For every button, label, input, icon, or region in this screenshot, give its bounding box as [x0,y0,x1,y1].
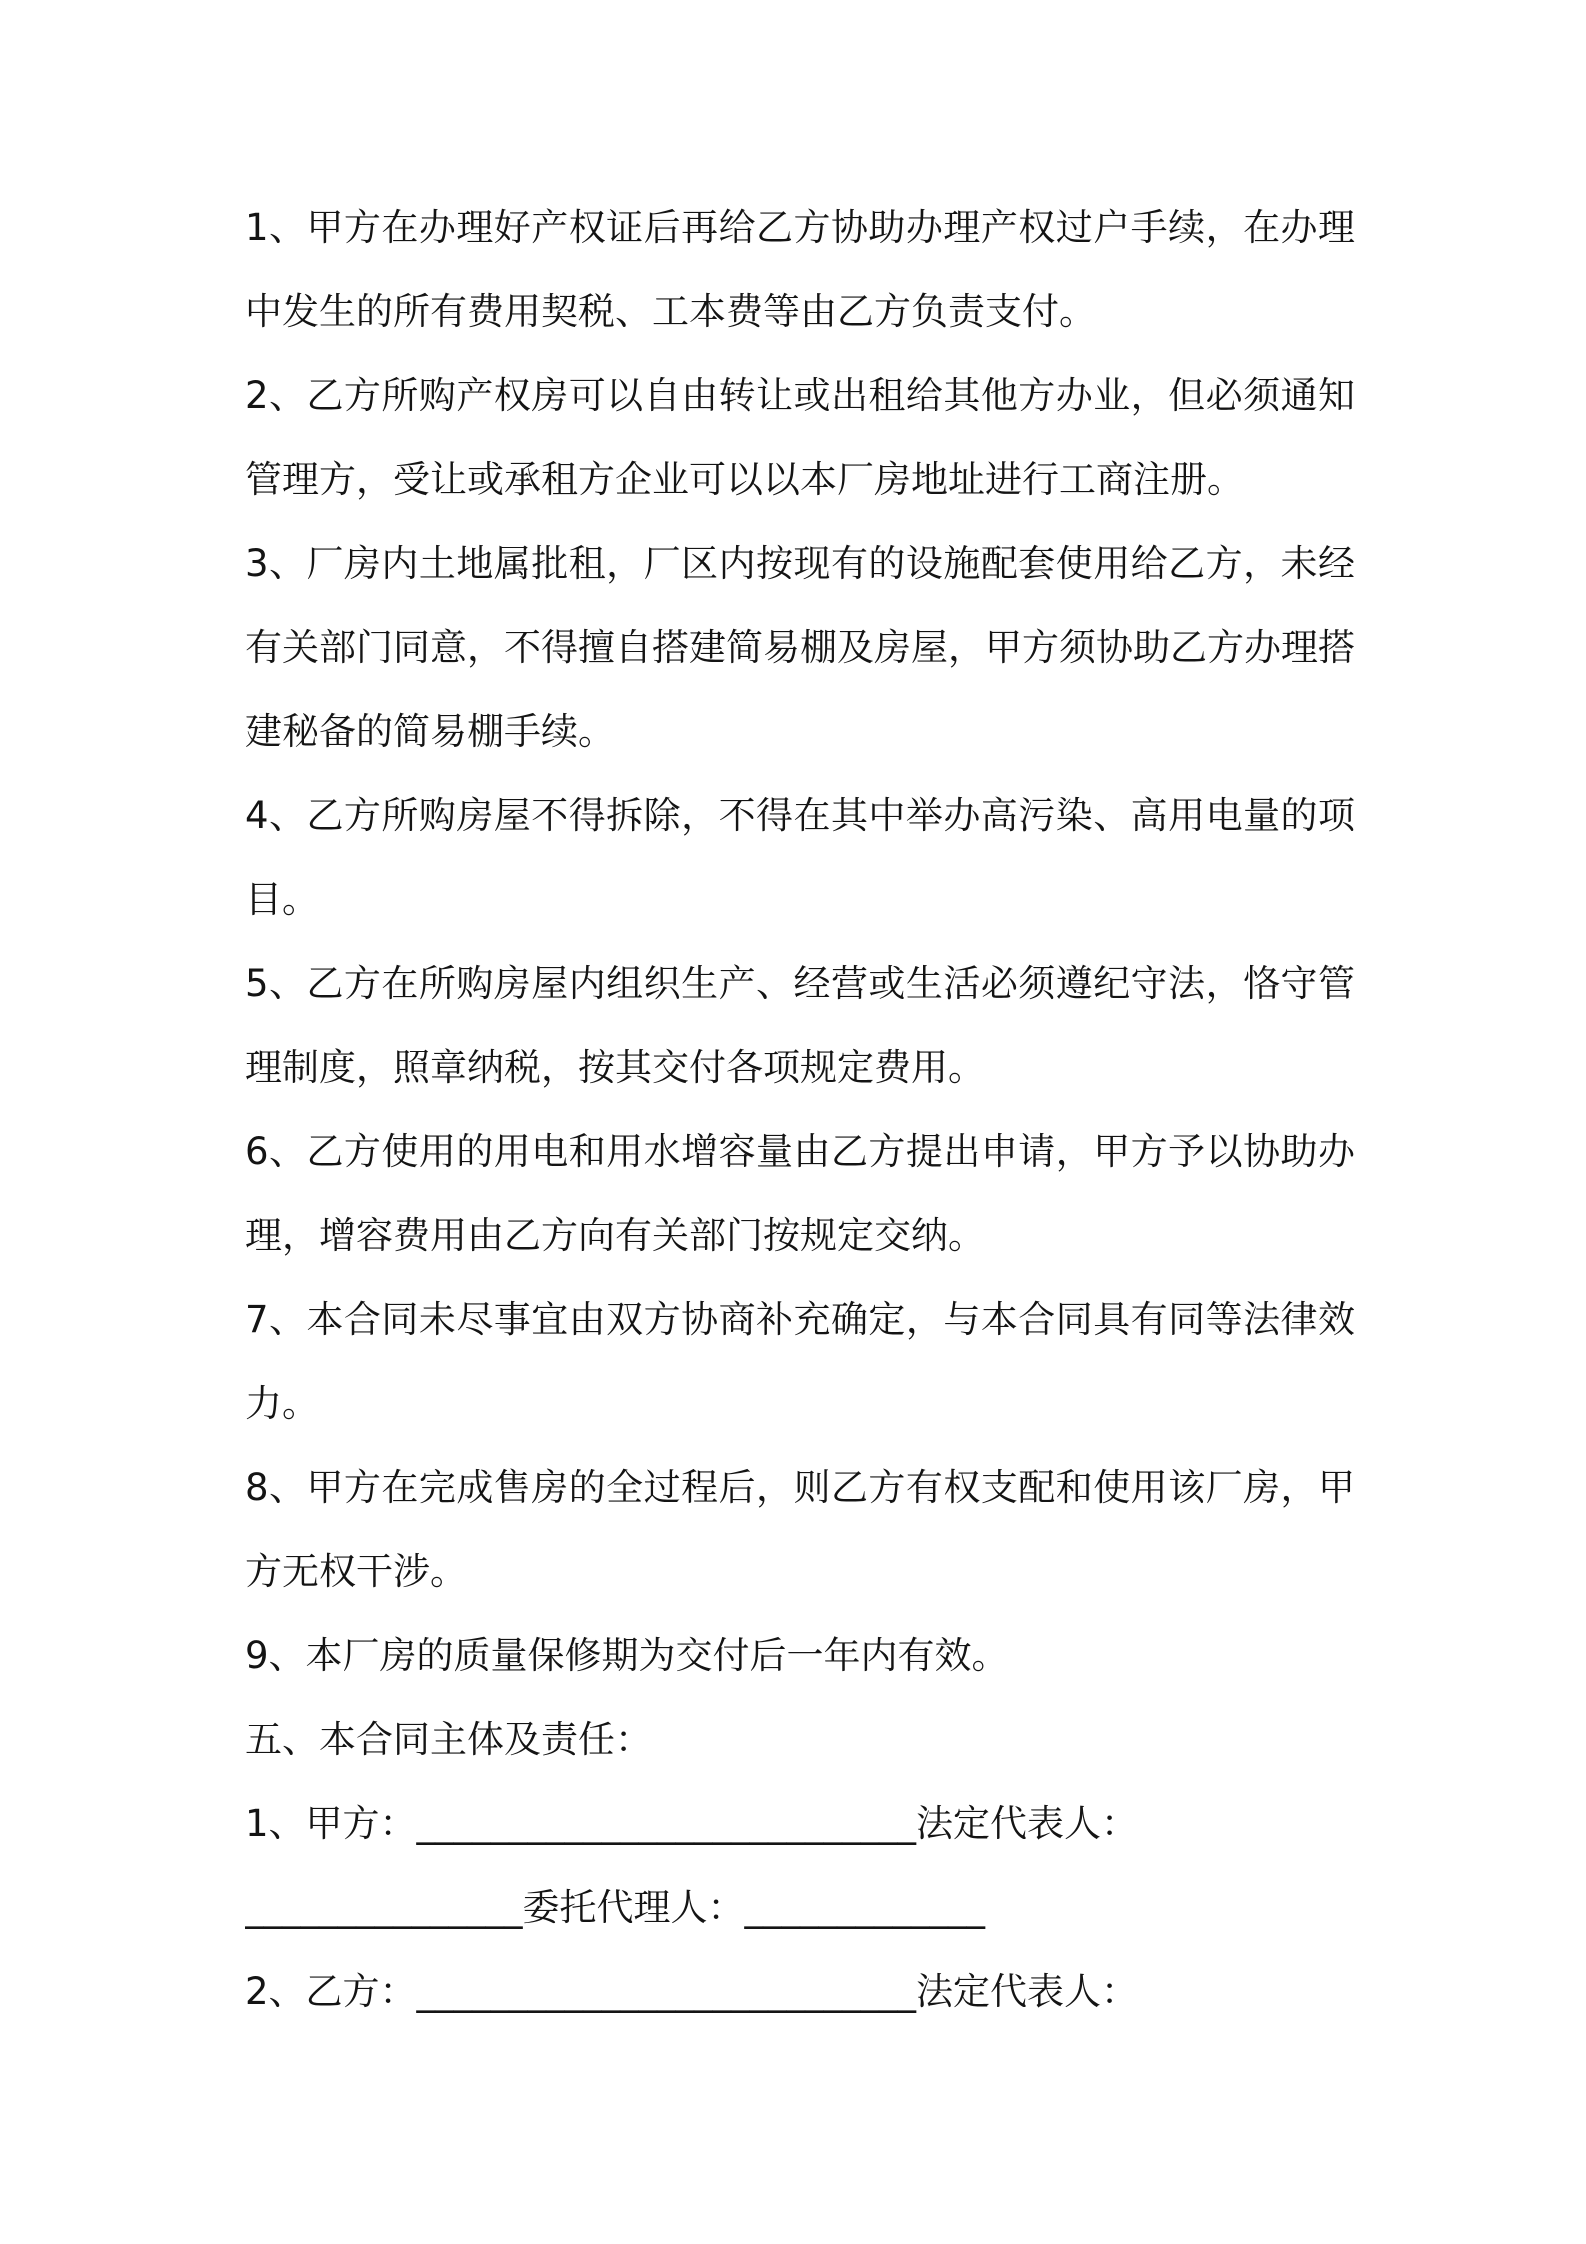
clause-6-line-1: 6、乙方使用的用电和用水增容量由乙方提出申请，甲方予以协助办 [245,1130,1355,1173]
clause-1 [245,186,1355,354]
clause-3-line-2: 有关部门同意，不得擅自搭建简易棚及房屋，甲方须协助乙方办理搭 [245,626,1355,669]
clause-4-line-2: 目。 [245,878,319,921]
clause-9-line-1: 9、本厂房的质量保修期为交付后一年内有效。 [245,1634,1009,1677]
clause-2 [245,354,1355,522]
clause-2-line-1: 2、乙方所购产权房可以自由转让或出租给其他方办业，但必须通知 [245,374,1355,417]
clause-5-line-1: 5、乙方在所购房屋内组织生产、经营或生活必须遵纪守法，恪守管 [245,962,1355,1005]
clause-2-line-2: 管理方，受让或承租方企业可以以本厂房地址进行工商注册。 [245,458,1244,501]
clause-1-line-1: 1、甲方在办理好产权证后再给乙方协助办理产权过户手续，在办理 [245,206,1355,249]
agent-line: _______________委托代理人：_____________ [245,1886,985,1929]
clause-6-line-2: 理，增容费用由乙方向有关部门按规定交纳。 [245,1214,985,1257]
clause-7 [245,1278,1355,1446]
contract-body [245,186,1355,2034]
section-five [245,1698,1355,2034]
clause-3-line-1: 3、厂房内土地属批租，厂区内按现有的设施配套使用给乙方，未经 [245,542,1355,585]
clause-7-line-1: 7、本合同未尽事宜由双方协商补充确定，与本合同具有同等法律效 [245,1298,1355,1341]
clause-4-line-1: 4、乙方所购房屋不得拆除，不得在其中举办高污染、高用电量的项 [245,794,1355,837]
section-five-heading: 五、本合同主体及责任： [245,1718,652,1761]
party-a-line: 1、甲方：___________________________法定代表人： [245,1802,1139,1845]
party-b-line: 2、乙方：___________________________法定代表人： [245,1970,1139,2013]
clause-6 [245,1110,1355,1278]
clause-5 [245,942,1355,1110]
clause-7-line-2: 力。 [245,1382,319,1425]
clause-5-line-2: 理制度，照章纳税，按其交付各项规定费用。 [245,1046,985,1089]
clause-8-line-1: 8、甲方在完成售房的全过程后，则乙方有权支配和使用该厂房，甲 [245,1466,1355,1509]
clause-9 [245,1614,1355,1698]
clause-8-line-2: 方无权干涉。 [245,1550,467,1593]
clause-4 [245,774,1355,942]
clause-8 [245,1446,1355,1614]
clause-3 [245,522,1355,774]
clause-3-line-3: 建秘备的简易棚手续。 [245,710,615,753]
clause-1-line-2: 中发生的所有费用契税、工本费等由乙方负责支付。 [245,290,1096,333]
